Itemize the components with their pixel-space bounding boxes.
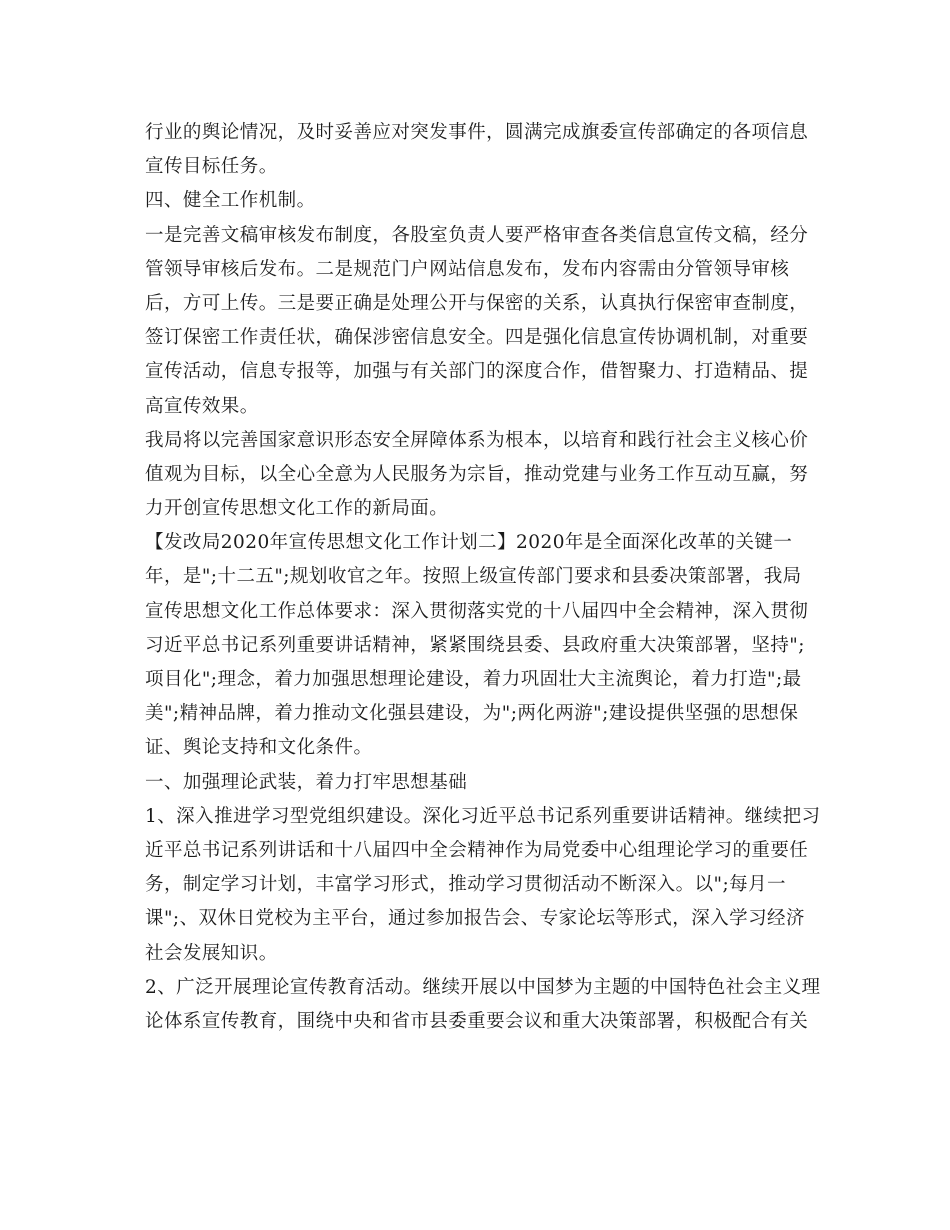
text-line: 高宣传效果。 bbox=[145, 395, 259, 417]
text-line: 宣传活动，信息专报等，加强与有关部门的深度合作，借智聚力、打造精品、提 bbox=[145, 361, 809, 383]
text-line: 2、广泛开展理论宣传教育活动。继续开展以中国梦为主题的中国特色社会主义理 bbox=[145, 976, 821, 998]
text-line: 1、深入推进学习型党组织建设。深化习近平总书记系列重要讲话精神。继续把习 bbox=[145, 805, 821, 827]
text-line: 后，方可上传。三是要正确是处理公开与保密的关系，认真执行保密审查制度， bbox=[145, 292, 809, 314]
text-line: 签订保密工作责任状，确保涉密信息安全。四是强化信息宣传协调机制，对重要 bbox=[145, 327, 809, 349]
text-line: 证、舆论支持和文化条件。 bbox=[145, 737, 373, 759]
text-line: 年，是";十二五";规划收官之年。按照上级宣传部门要求和县委决策部署，我局 bbox=[145, 566, 802, 588]
text-line: 近平总书记系列讲话和十八届四中全会精神作为局党委中心组理论学习的重要任 bbox=[145, 839, 809, 861]
text-line: 美";精神品牌，着力推动文化强县建设，为";两化两游";建设提供坚强的思想保 bbox=[145, 703, 799, 725]
text-line: 力开创宣传思想文化工作的新局面。 bbox=[145, 498, 449, 520]
section-heading: 四、健全工作机制。 bbox=[145, 190, 316, 212]
section-heading: 一、加强理论武装，着力打牢思想基础 bbox=[145, 771, 468, 793]
text-line: 我局将以完善国家意识形态安全屏障体系为根本，以培育和践行社会主义核心价 bbox=[145, 429, 809, 451]
text-line: 务，制定学习计划，丰富学习形式，推动学习贯彻活动不断深入。以";每月一 bbox=[145, 874, 786, 896]
text-line: 课";、双休日党校为主平台，通过参加报告会、专家论坛等形式，深入学习经济 bbox=[145, 908, 805, 930]
text-line: 行业的舆论情况，及时妥善应对突发事件，圆满完成旗委宣传部确定的各项信息 bbox=[145, 122, 809, 143]
text-line: 社会发展知识。 bbox=[145, 942, 278, 964]
text-line: 管领导审核后发布。二是规范门户网站信息发布，发布内容需由分管领导审核 bbox=[145, 258, 790, 280]
text-line: 宣传思想文化工作总体要求：深入贯彻落实党的十八届四中全会精神，深入贯彻 bbox=[145, 600, 809, 622]
text-line: 一是完善文稿审核发布制度，各股室负责人要严格审查各类信息宣传文稿，经分 bbox=[145, 224, 809, 246]
text-line: 习近平总书记系列重要讲话精神，紧紧围绕县委、县政府重大决策部署，坚持"; bbox=[145, 634, 805, 656]
text-line: 【发改局2020年宣传思想文化工作计划二】2020年是全面深化改革的关键一 bbox=[145, 532, 793, 554]
text-line: 论体系宣传教育，围绕中央和省市县委重要会议和重大决策部署，积极配合有关 bbox=[145, 1010, 809, 1032]
document-body bbox=[145, 116, 821, 1039]
text-line: 宣传目标任务。 bbox=[145, 156, 278, 178]
text-line: 项目化";理念，着力加强思想理论建设，着力巩固壮大主流舆论，着力打造";最 bbox=[145, 669, 802, 690]
text-line: 值观为目标，以全心全意为人民服务为宗旨，推动党建与业务工作互动互赢，努 bbox=[145, 463, 809, 485]
